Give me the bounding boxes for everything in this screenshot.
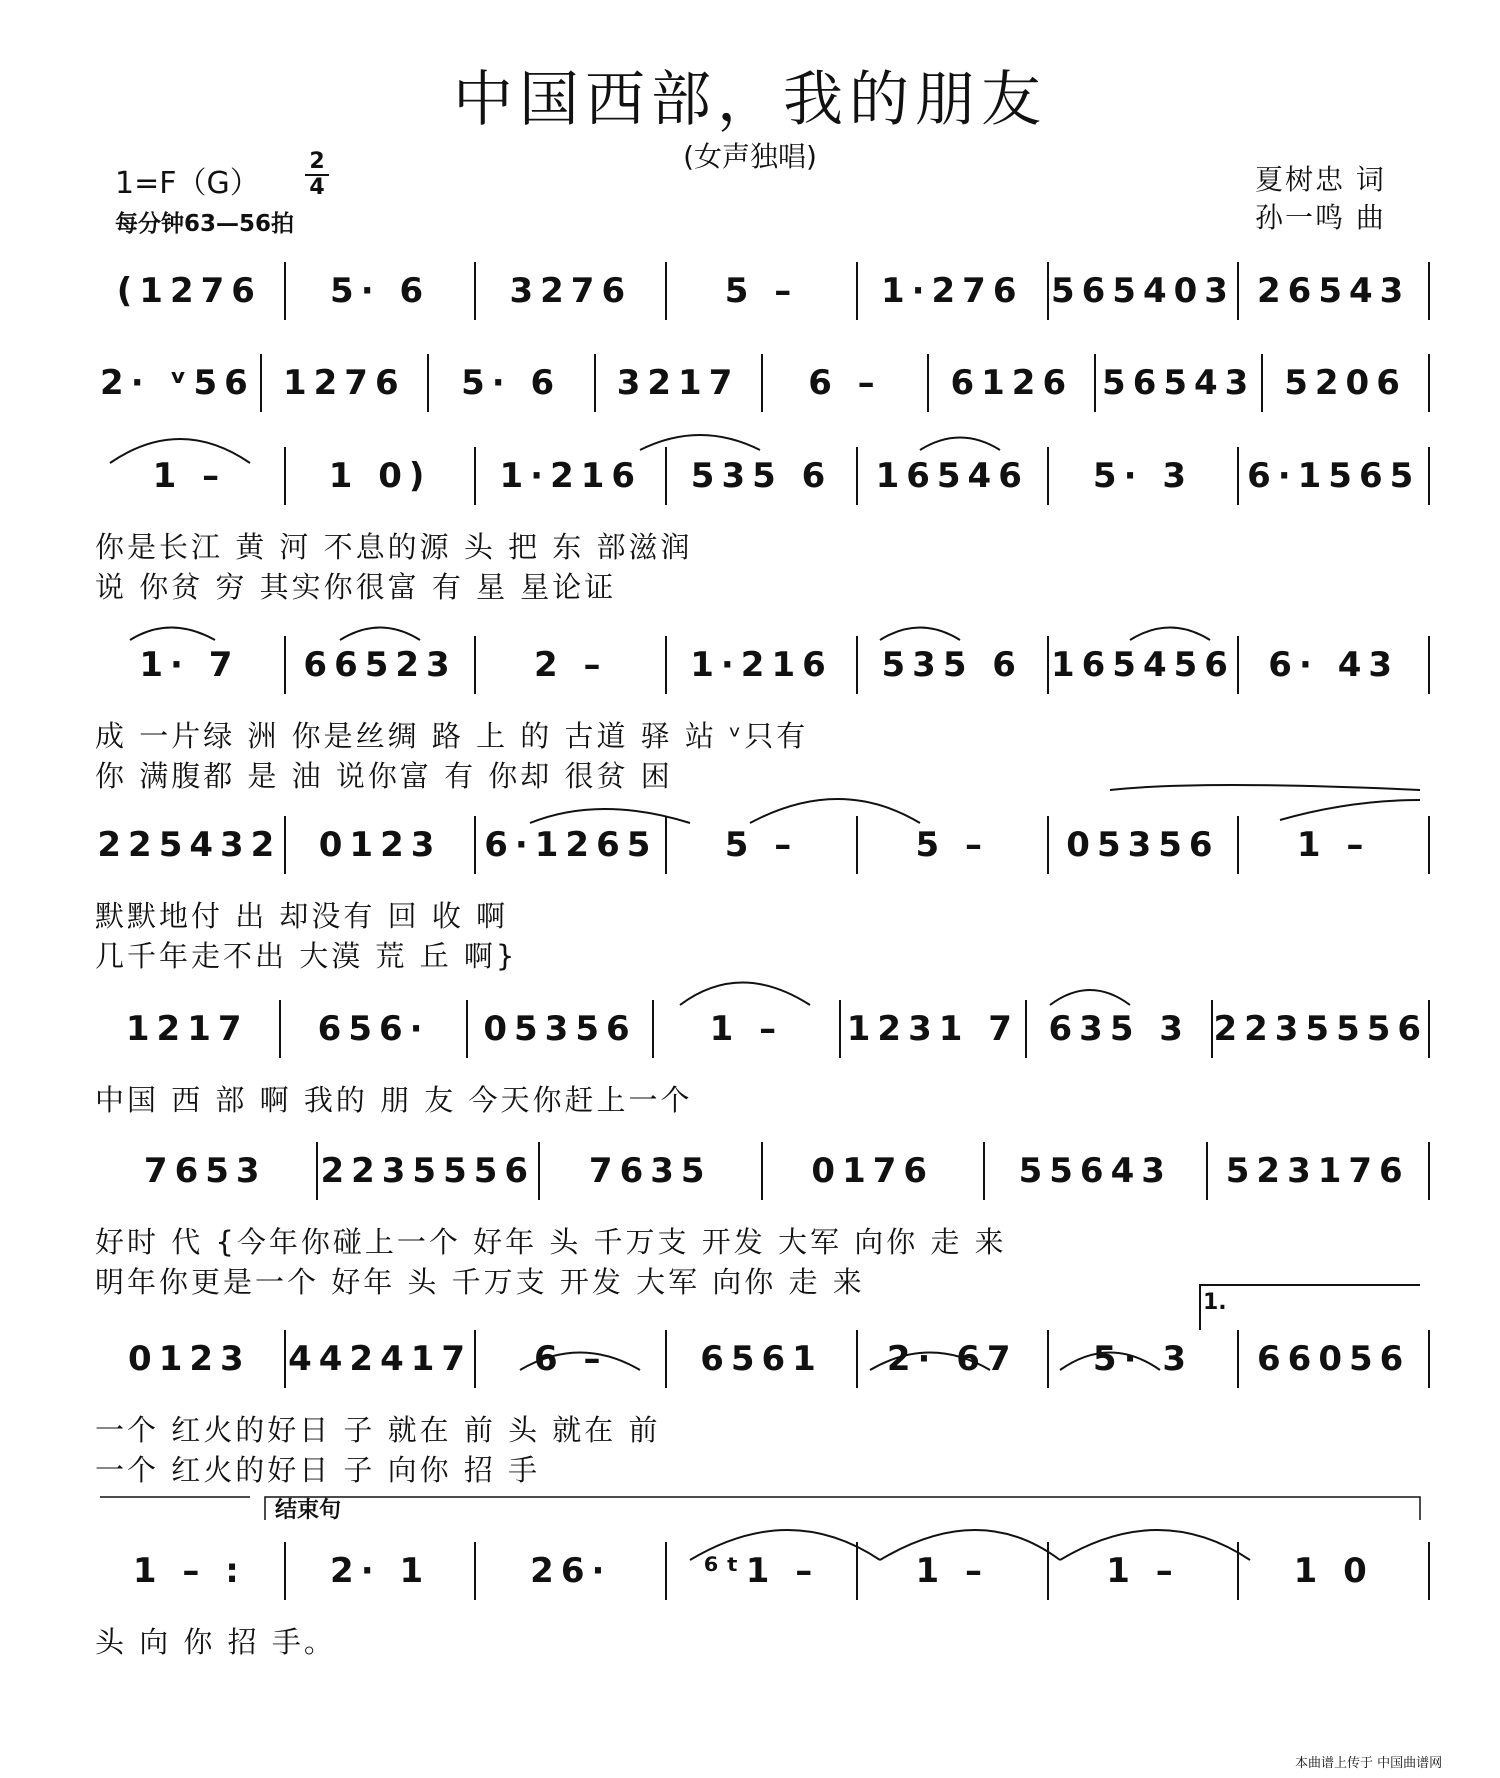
score-row bbox=[95, 1542, 1430, 1692]
lyric-line: 头 向 你 招 手。 bbox=[95, 1625, 336, 1659]
measure: 1·216 bbox=[667, 636, 858, 694]
lyric-line: 你 满腹都 是 油 说你富 有 你却 很贫 困 bbox=[95, 759, 673, 793]
measure: 5· 3 bbox=[1049, 447, 1240, 505]
measure: 2· 1 bbox=[286, 1542, 477, 1600]
notation-line bbox=[95, 1000, 1430, 1058]
notation-line bbox=[95, 354, 1430, 412]
measure: 1·276 bbox=[858, 262, 1049, 320]
score-row bbox=[95, 447, 1430, 604]
measure: 3276 bbox=[476, 262, 667, 320]
measure: 1 – bbox=[654, 1000, 840, 1058]
score-row bbox=[95, 1142, 1430, 1299]
measure: 656· bbox=[281, 1000, 467, 1058]
lyric-line: 说 你贫 穷 其实你很富 有 星 星论证 bbox=[95, 570, 617, 604]
measure: 5 – bbox=[667, 262, 858, 320]
measure: 5· 3 bbox=[1049, 1330, 1240, 1388]
score-row bbox=[95, 1000, 1430, 1150]
lyric-line: 你是长江 黄 河 不息的源 头 把 东 部滋润 bbox=[95, 530, 693, 564]
notation-line bbox=[95, 1142, 1430, 1200]
lyric-line: 默默地付 出 却没有 回 收 啊 bbox=[95, 899, 509, 933]
measure: 1·216 bbox=[476, 447, 667, 505]
measure: 2 – bbox=[476, 636, 667, 694]
measure: 6 – bbox=[763, 354, 930, 412]
measure: 565403 bbox=[1049, 262, 1240, 320]
measure: 66056 bbox=[1239, 1330, 1430, 1388]
time-signature bbox=[305, 150, 329, 200]
coda-label: 结束句 bbox=[275, 1498, 342, 1523]
notation-line bbox=[95, 816, 1430, 874]
measure: 165456 bbox=[1049, 636, 1240, 694]
measure: (1276 bbox=[95, 262, 286, 320]
time-signature-top: 2 bbox=[309, 149, 325, 174]
composer-credit: 孙一鸣 曲 bbox=[1255, 201, 1386, 234]
measure: 523176 bbox=[1208, 1142, 1431, 1200]
notation-line bbox=[95, 262, 1430, 320]
measure: 3217 bbox=[596, 354, 763, 412]
lyric-line: 一个 红火的好日 子 向你 招 手 bbox=[95, 1453, 541, 1487]
score-row bbox=[95, 1330, 1430, 1487]
measure: 1 0) bbox=[286, 447, 477, 505]
notation-line bbox=[95, 1330, 1430, 1388]
score-row bbox=[95, 636, 1430, 793]
measure: 5 – bbox=[667, 816, 858, 874]
lyric-line: 几千年走不出 大漠 荒 丘 啊} bbox=[95, 939, 518, 973]
measure: 1276 bbox=[262, 354, 429, 412]
lyric-line: 成 一片绿 洲 你是丝绸 路 上 的 古道 驿 站 ᵛ只有 bbox=[95, 719, 809, 753]
measure: 6·1265 bbox=[476, 816, 667, 874]
notation-line bbox=[95, 447, 1430, 505]
measure: 535 6 bbox=[858, 636, 1049, 694]
measure: 05356 bbox=[468, 1000, 654, 1058]
measure: 1 – bbox=[95, 447, 286, 505]
measure: 5· 6 bbox=[286, 262, 477, 320]
measure: 5· 6 bbox=[429, 354, 596, 412]
measure: 1 – bbox=[1239, 816, 1430, 874]
measure: 1 – bbox=[1049, 1542, 1240, 1600]
measure: 225432 bbox=[95, 816, 286, 874]
measure: 6561 bbox=[667, 1330, 858, 1388]
measure: 535 6 bbox=[667, 447, 858, 505]
measure: 2· 67 bbox=[858, 1330, 1049, 1388]
measure: 1· 7 bbox=[95, 636, 286, 694]
measure: 26· bbox=[476, 1542, 667, 1600]
measure: 55643 bbox=[985, 1142, 1208, 1200]
measure: 1231 7 bbox=[841, 1000, 1027, 1058]
tempo-marking: 每分钟63—56拍 bbox=[115, 211, 295, 237]
measure: 2235556 bbox=[1213, 1000, 1430, 1058]
measure: 6 – bbox=[476, 1330, 667, 1388]
score-row bbox=[95, 816, 1430, 973]
measure: 1 0 bbox=[1239, 1542, 1430, 1600]
time-signature-bottom: 4 bbox=[309, 175, 325, 200]
lyricist-credit: 夏树忠 词 bbox=[1255, 163, 1386, 196]
measure: ⁶ᵗ1 – bbox=[667, 1542, 858, 1600]
measure: 0176 bbox=[763, 1142, 986, 1200]
measure: 7635 bbox=[540, 1142, 763, 1200]
measure: 7653 bbox=[95, 1142, 318, 1200]
song-subtitle: (女声独唱) bbox=[683, 140, 817, 173]
measure: 442417 bbox=[286, 1330, 477, 1388]
measure: 1217 bbox=[95, 1000, 281, 1058]
measure: 0123 bbox=[286, 816, 477, 874]
measure: 56543 bbox=[1096, 354, 1263, 412]
measure: 2235556 bbox=[318, 1142, 541, 1200]
measure: 0123 bbox=[95, 1330, 286, 1388]
measure: 5206 bbox=[1263, 354, 1430, 412]
measure: 5 – bbox=[858, 816, 1049, 874]
key-signature: 1=F（G） bbox=[115, 166, 260, 201]
measure: 2· ᵛ56 bbox=[95, 354, 262, 412]
lyric-line: 明年你更是一个 好年 头 千万支 开发 大军 向你 走 来 bbox=[95, 1265, 865, 1299]
lyric-line: 好时 代 {今年你碰上一个 好年 头 千万支 开发 大军 向你 走 来 bbox=[95, 1225, 1007, 1259]
measure: 66523 bbox=[286, 636, 477, 694]
measure: 1 – bbox=[858, 1542, 1049, 1600]
lyric-line: 中国 西 部 啊 我的 朋 友 今天你赶上一个 bbox=[95, 1083, 693, 1117]
coda-bracket bbox=[265, 1497, 1420, 1520]
notation-line bbox=[95, 636, 1430, 694]
measure: 16546 bbox=[858, 447, 1049, 505]
measure: 635 3 bbox=[1027, 1000, 1213, 1058]
measure: 6·1565 bbox=[1239, 447, 1430, 505]
measure: 05356 bbox=[1049, 816, 1240, 874]
measure: 6· 43 bbox=[1239, 636, 1430, 694]
lyric-line: 一个 红火的好日 子 就在 前 头 就在 前 bbox=[95, 1413, 661, 1447]
song-title: 中国西部，我的朋友 bbox=[453, 65, 1047, 135]
measure: 1 – : bbox=[95, 1542, 286, 1600]
notation-line bbox=[95, 1542, 1430, 1600]
footer-credit: 本曲谱上传于 中国曲谱网 bbox=[1295, 1756, 1443, 1771]
first-ending-label: 1. bbox=[1203, 1290, 1227, 1315]
measure: 26543 bbox=[1239, 262, 1430, 320]
measure: 6126 bbox=[929, 354, 1096, 412]
